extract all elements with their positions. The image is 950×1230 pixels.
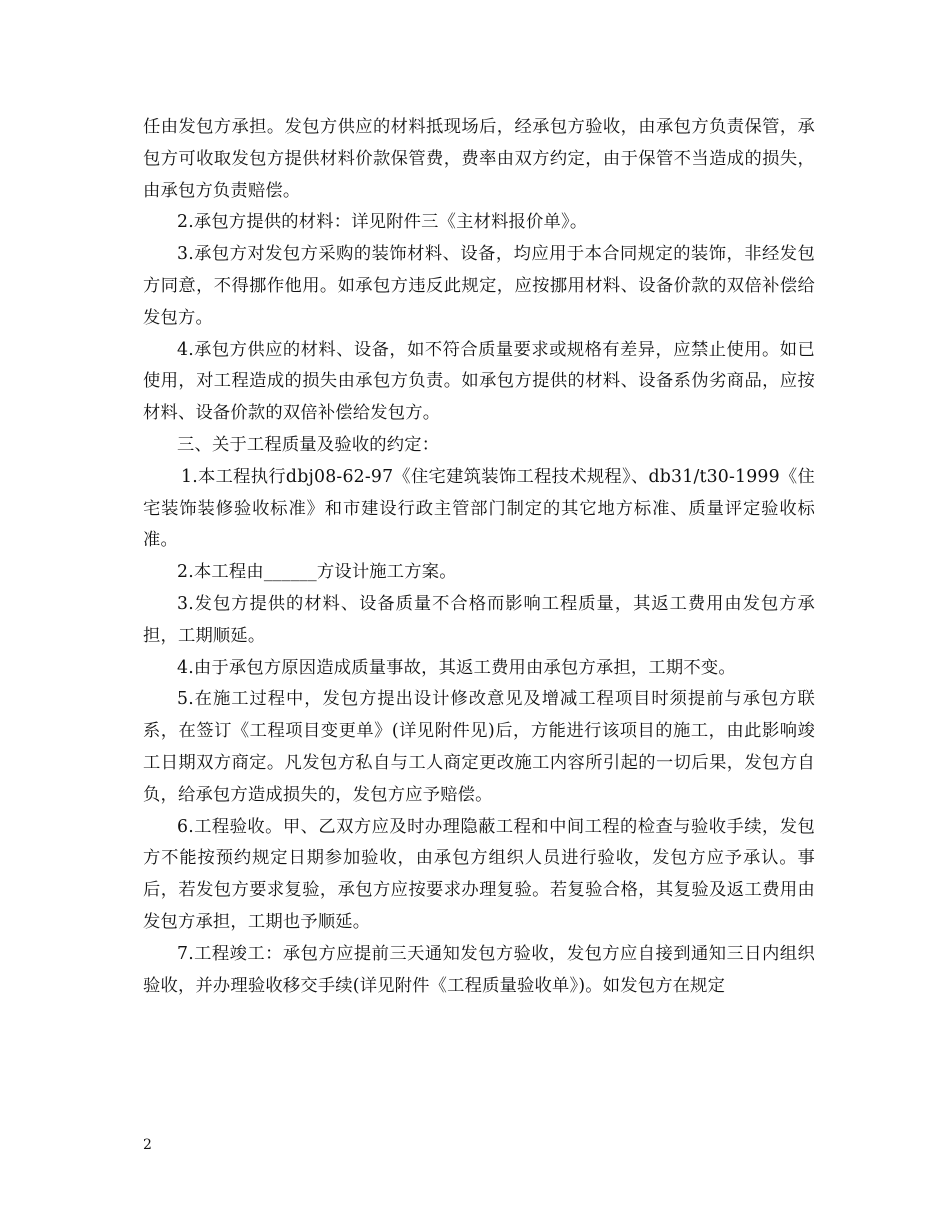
- page-number: 2: [143, 1137, 152, 1153]
- paragraph-quality-2: 2.本工程由______方设计施工方案。: [177, 562, 457, 583]
- paragraph-quality-6: 6.工程验收。甲、乙双方应及时办理隐蔽工程和中间工程的检查与验收手续，发包方不能按预约规定日期参加验收，由承包方组织人员进行验收，发包方应予承认。事后，若发包方要求复验，承包方应按要求办理复验。若复验合格，其复验及返工费用由发包方承担，工期也予顺延。: [143, 816, 815, 932]
- paragraph-item-3: 3.承包方对发包方采购的装饰材料、设备，均应用于本合同规定的装饰，非经发包方同意，不得挪作他用。如承包方违反此规定，应按挪用材料、设备价款的双倍补偿给发包方。: [143, 244, 815, 328]
- paragraph-item-4: 4.承包方供应的材料、设备，如不符合质量要求或规格有差异，应禁止使用。如已使用，对工程造成的损失由承包方负责。如承包方提供的材料、设备系伪劣商品，应按材料、设备价款的双倍补偿给发包方。: [143, 339, 815, 424]
- paragraph-quality-7: 7.工程竣工：承包方应提前三天通知发包方验收，发包方应自接到通知三日内组织验收，并办理验收移交手续(详见附件《工程质量验收单》)。如发包方在规定: [143, 943, 815, 996]
- paragraph-item-2: 2.承包方提供的材料：详见附件三《主材料报价单》。: [177, 212, 588, 233]
- paragraph-quality-1: 1.本工程执行dbj08-62-97《住宅建筑装饰工程技术规程》、db31/t30-1999《住宅装饰装修验收标准》和市建设行政主管部门制定的其它地方标准、质量评定验收标准。: [143, 466, 815, 551]
- paragraph-quality-5: 5.在施工过程中，发包方提出设计修改意见及增减工程项目时须提前与承包方联系，在签订《工程项目变更单》(详见附件见)后，方能进行该项目的施工，由此影响竣工日期双方商定。凡发包方私自与工人商定更改施工内容所引起的一切后果，发包方自负，给承包方造成损失的，发包方应予赔偿。: [143, 689, 815, 805]
- paragraph-continuation: 任由发包方承担。发包方供应的材料抵现场后，经承包方验收，由承包方负责保管，承包方可收取发包方提供材料价款保管费，费率由双方约定，由于保管不当造成的损失，由承包方负责赔偿。: [143, 117, 815, 201]
- document-body: [143, 112, 815, 1002]
- paragraph-quality-3: 3.发包方提供的材料、设备质量不合格而影响工程质量，其返工费用由发包方承担，工期顺延。: [143, 593, 815, 646]
- paragraph-quality-4: 4.由于承包方原因造成质量事故，其返工费用由承包方承担，工期不变。: [177, 657, 736, 678]
- section-heading: 三、关于工程质量及验收的约定：: [177, 434, 440, 455]
